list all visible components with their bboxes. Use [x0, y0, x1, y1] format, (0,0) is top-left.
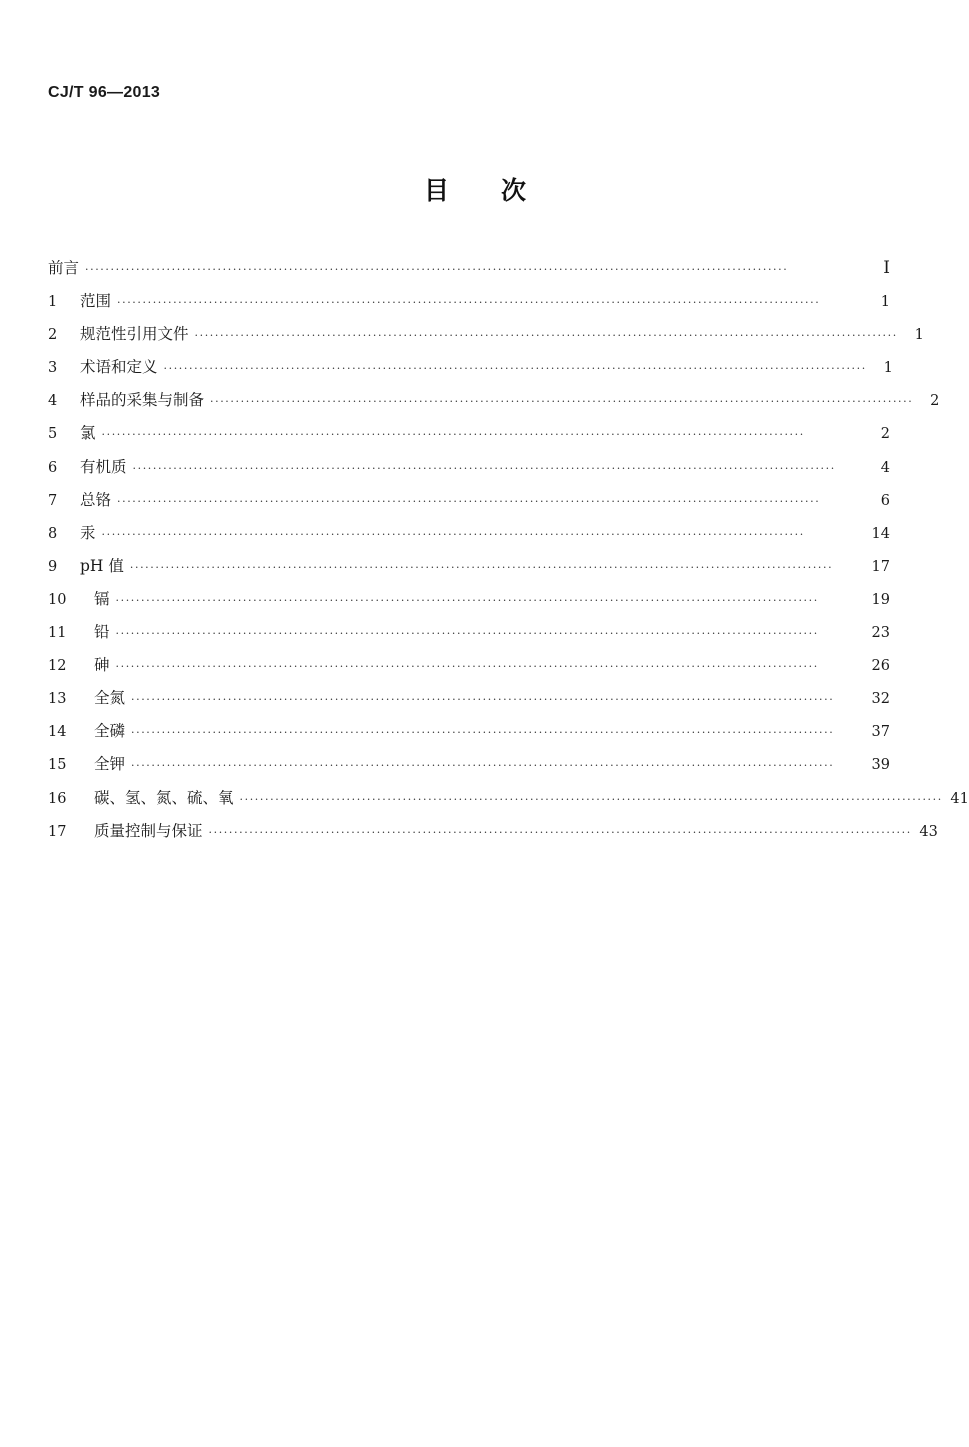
toc-entry-label: 砷 [94, 656, 110, 675]
toc-entry-page: 19 [871, 591, 890, 608]
toc-dot-leader: ·········································································································································· [117, 296, 821, 310]
toc-entry-page: 23 [871, 625, 890, 642]
toc-entry-number: 2 [48, 327, 58, 344]
toc-entry[interactable] [48, 389, 940, 422]
toc-entry[interactable] [48, 621, 890, 654]
toc-entry[interactable] [48, 820, 938, 853]
toc-entry-label: pH 值 [80, 556, 124, 575]
toc-entry-page: 32 [871, 691, 890, 708]
toc-entry-label: 规范性引用文件 [80, 325, 189, 344]
toc-entry-number: 8 [48, 525, 58, 542]
toc-entry-label: 质量控制与保证 [94, 821, 203, 840]
toc-dot-leader: ·········································································································································· [132, 461, 836, 475]
toc-dot-leader: ·········································································································································· [208, 825, 912, 839]
toc-entry[interactable] [48, 323, 924, 356]
toc-dot-leader: ·········································································································································· [210, 395, 914, 409]
toc-entry-label: 碳、氢、氮、硫、氧 [94, 788, 234, 807]
toc-entry-number: 11 [48, 625, 67, 642]
page-title: 目次 [423, 176, 578, 205]
table-of-contents [48, 257, 969, 853]
toc-entry-page: 41 [950, 790, 969, 807]
toc-entry-page: 1 [883, 360, 893, 377]
toc-entry-page: 37 [871, 724, 890, 741]
toc-entry[interactable] [48, 753, 890, 786]
toc-entry-label: 氯 [80, 424, 96, 443]
toc-entry-page: 1 [914, 327, 924, 344]
toc-entry[interactable] [48, 787, 969, 820]
toc-entry-number: 17 [48, 823, 67, 840]
toc-entry-number: 1 [48, 294, 58, 311]
toc-entry[interactable] [48, 489, 890, 522]
toc-entry[interactable] [48, 522, 890, 555]
toc-dot-leader: ·········································································································································· [131, 726, 835, 740]
toc-entry-number: 3 [48, 360, 58, 377]
document-code: CJ/T 96—2013 [48, 84, 161, 101]
toc-entry[interactable] [48, 654, 890, 687]
toc-dot-leader: ·········································································································································· [194, 329, 898, 343]
toc-entry-number: 15 [48, 757, 67, 774]
toc-entry-page: 26 [871, 658, 890, 675]
toc-entry-label: 术语和定义 [80, 358, 158, 377]
toc-entry[interactable] [48, 257, 890, 290]
toc-entry-number: 14 [48, 724, 67, 741]
toc-entry-page: 17 [871, 558, 890, 575]
toc-dot-leader: ·········································································································································· [115, 660, 819, 674]
toc-entry[interactable] [48, 588, 890, 621]
toc-entry-page: 39 [871, 757, 890, 774]
toc-entry-label: 镉 [94, 589, 110, 608]
toc-entry-label: 有机质 [80, 457, 127, 476]
toc-entry-label: 铅 [94, 623, 110, 642]
toc-dot-leader: ·········································································································································· [115, 627, 819, 641]
toc-entry-label: 总铬 [80, 490, 112, 509]
toc-entry-number: 10 [48, 591, 67, 608]
toc-entry-number: 13 [48, 691, 67, 708]
toc-entry-label: 样品的采集与制备 [80, 391, 205, 410]
toc-entry-page: 6 [880, 492, 890, 509]
toc-entry-number: 12 [48, 658, 67, 675]
toc-dot-leader: ·········································································································································· [163, 362, 867, 376]
toc-entry-number: 9 [48, 558, 58, 575]
toc-dot-leader: ·········································································································································· [117, 494, 821, 508]
toc-entry-page: Ⅰ [883, 258, 890, 278]
toc-entry-page: 2 [880, 426, 890, 443]
toc-entry-number: 16 [48, 790, 67, 807]
toc-entry-label: 前言 [48, 259, 80, 277]
toc-entry-label: 汞 [80, 523, 96, 542]
toc-entry[interactable] [48, 456, 890, 489]
toc-entry[interactable] [48, 555, 890, 588]
toc-entry[interactable] [48, 422, 890, 455]
toc-entry[interactable] [48, 290, 890, 323]
toc-dot-leader: ·········································································································································· [101, 428, 805, 442]
toc-entry-label: 全氮 [94, 689, 126, 708]
toc-entry[interactable] [48, 720, 890, 753]
toc-dot-leader: ·········································································································································· [129, 560, 834, 574]
toc-dot-leader: ·········································································································································· [101, 527, 805, 541]
toc-entry-page: 14 [871, 525, 890, 542]
toc-entry-number: 5 [48, 426, 58, 443]
toc-entry-page: 1 [880, 294, 890, 311]
toc-entry-number: 4 [48, 393, 58, 410]
toc-entry-page: 2 [930, 393, 940, 410]
toc-entry-number: 6 [48, 459, 58, 476]
toc-entry-label: 全钾 [94, 755, 126, 774]
toc-entry-number: 7 [48, 492, 58, 509]
toc-dot-leader: ·········································································································································· [131, 693, 835, 707]
toc-dot-leader: ·········································································································································· [131, 759, 835, 773]
toc-entry[interactable] [48, 356, 893, 389]
toc-entry-page: 43 [919, 823, 938, 840]
toc-entry[interactable] [48, 687, 890, 720]
toc-dot-leader: ·········································································································································· [239, 792, 943, 806]
toc-dot-leader: ·········································································································································· [85, 263, 789, 276]
toc-entry-label: 全磷 [94, 722, 126, 741]
toc-dot-leader: ·········································································································································· [115, 593, 819, 607]
toc-entry-page: 4 [880, 459, 890, 476]
toc-entry-label: 范围 [80, 292, 112, 311]
